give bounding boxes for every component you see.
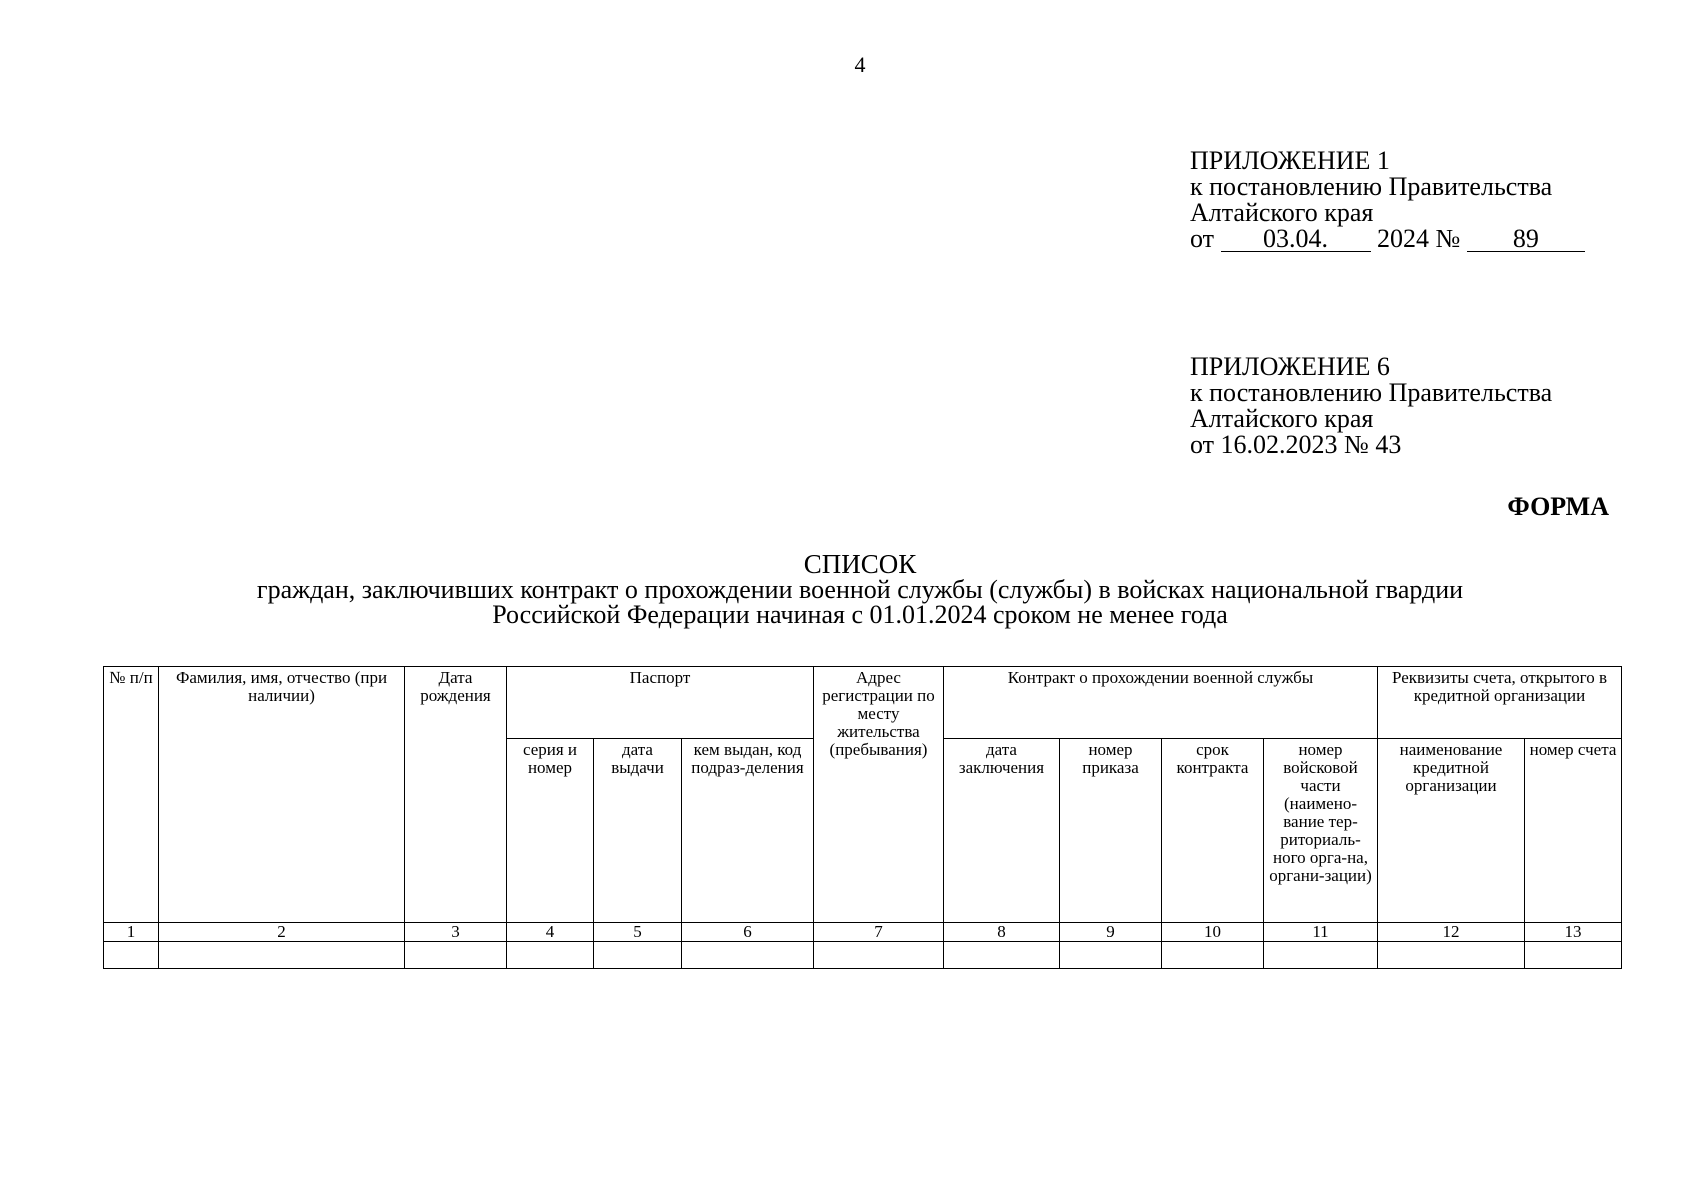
header-bank-details: Реквизиты счета, открытого в кредитной организации [1378,667,1622,739]
column-number: 2 [159,923,405,942]
table-cell [1525,942,1622,969]
header-contract: Контракт о прохождении военной службы [944,667,1378,739]
appendix-6-line2: Алтайского края [1190,404,1374,433]
table-cell [594,942,682,969]
table-cell [682,942,814,969]
column-number: 1 [104,923,159,942]
list-subtitle-line2: Российской Федерации начиная с 01.01.2024 сроком не менее года [492,600,1228,629]
table-cell [159,942,405,969]
column-number: 9 [1060,923,1162,942]
header-account-number: номер счета [1525,739,1622,923]
column-number: 8 [944,923,1060,942]
table-cell [507,942,594,969]
header-birth-date: Дата рождения [405,667,507,923]
header-address: Адрес регистрации по месту жительства (пребывания) [814,667,944,923]
appendix-1-line1: к постановлению Правительства [1190,172,1553,201]
appendix-1-number: 89 [1467,227,1585,252]
header-order-number: номер приказа [1060,739,1162,923]
table-cell [1162,942,1264,969]
table-cell [405,942,507,969]
header-passport-series: серия и номер [507,739,594,923]
appendix-1-year: 2024 № [1377,224,1461,253]
header-passport-date: дата выдачи [594,739,682,923]
column-number: 3 [405,923,507,942]
appendix-1-from: от [1190,224,1215,253]
citizens-table [103,666,1622,969]
table-cell [944,942,1060,969]
header-no: № п/п [104,667,159,923]
column-numbers-row [104,923,1622,942]
column-number: 13 [1525,923,1622,942]
list-subtitle-line1: граждан, заключивших контракт о прохождении военной службы (службы) в войсках национальной гвардии [256,575,1464,604]
appendix-1-block [1190,148,1585,252]
appendix-6-line1: к постановлению Правительства [1190,378,1553,407]
column-number: 7 [814,923,944,942]
column-number: 11 [1264,923,1378,942]
appendix-1-title: ПРИЛОЖЕНИЕ 1 [1190,146,1390,175]
table-cell [1378,942,1525,969]
column-number: 10 [1162,923,1264,942]
table-cell [1060,942,1162,969]
header-military-unit: номер войсковой части (наимено-вание тер-риториаль-ного орга-на, органи-зации) [1264,739,1378,923]
column-number: 12 [1378,923,1525,942]
list-heading: СПИСОК [803,549,917,579]
header-contract-term: срок контракта [1162,739,1264,923]
header-bank-name: наименование кредитной организации [1378,739,1525,923]
appendix-6-title: ПРИЛОЖЕНИЕ 6 [1190,352,1390,381]
column-number: 4 [507,923,594,942]
page-number: 4 [854,52,866,77]
form-label: ФОРМА [1507,492,1609,521]
table-cell [104,942,159,969]
appendix-1-date: 03.04. [1221,227,1371,252]
header-contract-date: дата заключения [944,739,1060,923]
column-number: 6 [682,923,814,942]
table-row [104,942,1622,969]
table-cell [814,942,944,969]
header-passport-issuer: кем выдан, код подраз-деления [682,739,814,923]
table-cell [1264,942,1378,969]
list-title [130,549,1590,629]
appendix-1-line2: Алтайского края [1190,198,1374,227]
header-full-name: Фамилия, имя, отчество (при наличии) [159,667,405,923]
appendix-1-date-line [1190,226,1585,252]
header-passport: Паспорт [507,667,814,739]
appendix-6-block [1190,354,1552,458]
appendix-6-line3: от 16.02.2023 № 43 [1190,430,1402,459]
column-number: 5 [594,923,682,942]
